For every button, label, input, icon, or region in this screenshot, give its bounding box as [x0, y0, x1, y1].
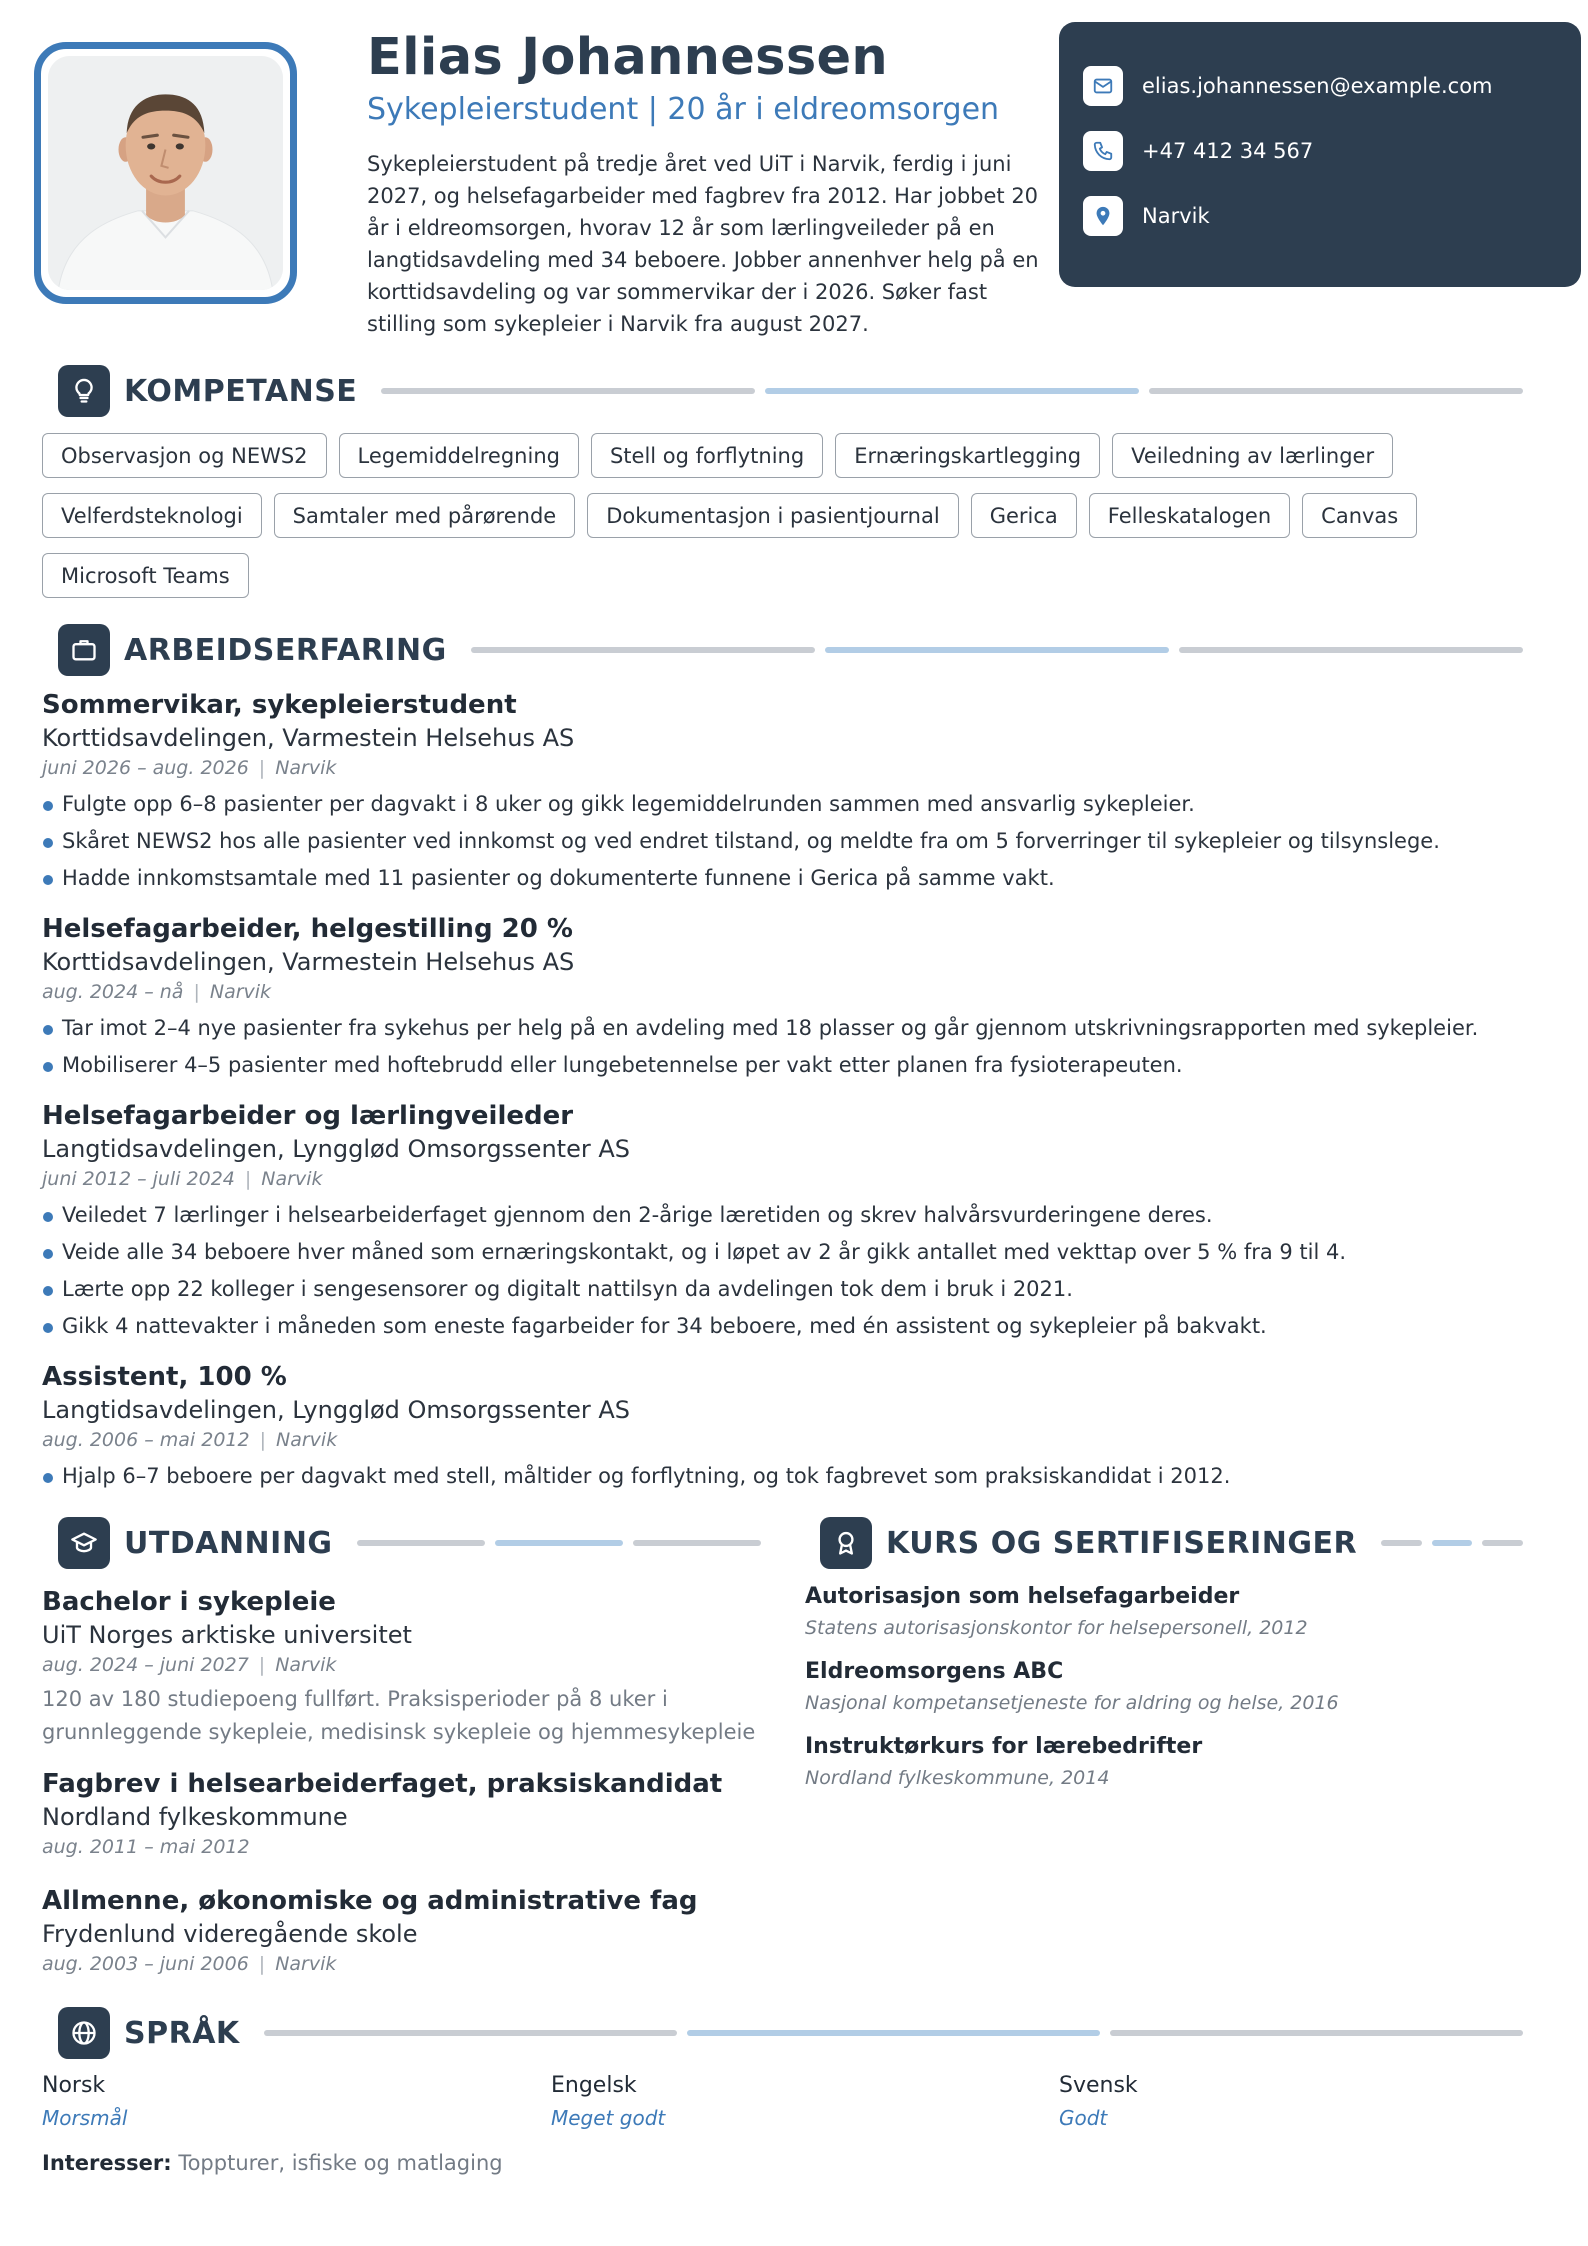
certification-title: Eldreomsorgens ABC: [805, 1659, 1064, 1684]
location-pin-icon: [1083, 196, 1123, 236]
list-item: Skåret NEWS2 hos alle pasienter ved innkomst og ved endret tilstand, og meldte fra om 5 forverringer til sykepleier og tilsynslege.: [42, 823, 1542, 860]
education-location: Narvik: [275, 1654, 337, 1676]
education-meta: aug. 2003 – juni 2006 | Narvik: [42, 1953, 337, 1975]
degree-title: Bachelor i sykepleie: [42, 1587, 336, 1617]
profile-photo: [48, 56, 283, 290]
list-item: Veide alle 34 beboere hver måned som ernæringskontakt, og i løpet av 2 år gikk antallet med vekttap over 5 % fra 9 til 4.: [42, 1234, 1542, 1271]
language-level: Godt: [1059, 2106, 1108, 2130]
job-title: Assistent, 100 %: [42, 1362, 287, 1392]
education-meta: aug. 2024 – juni 2027 | Narvik: [42, 1654, 337, 1676]
job-location: Narvik: [261, 1168, 323, 1190]
profile-summary: Sykepleierstudent på tredje året ved UiT i Narvik, ferdig i juni 2027, og helsefagarbeider med fagbrev fra 2012. Har jobbet 20 år i eldreomsorgen, hvorav 12 år som lærlingveileder på en langtidsavdeling med 34 beboere. Jobber annenhver helg på en korttidsavdeling og var sommervikar der i 2026. Søker fast stilling som sykepleier i Narvik fra august 2027.: [367, 152, 1039, 336]
section-divider: [1381, 1540, 1523, 1546]
skill-chip: Felleskatalogen: [1089, 493, 1290, 538]
list-item: Fulgte opp 6–8 pasienter per dagvakt i 8 uker og gikk legemiddelrunden sammen med ansvarlig sykepleier.: [42, 786, 1542, 823]
language-name: Svensk: [1059, 2073, 1138, 2098]
section-divider: [264, 2030, 1523, 2036]
job-entry: [42, 912, 1542, 1084]
certification-title: Autorisasjon som helsefagarbeider: [805, 1584, 1240, 1609]
job-employer: Korttidsavdelingen, Varmestein Helsehus AS: [42, 724, 575, 752]
job-title: Sommervikar, sykepleierstudent: [42, 690, 517, 720]
interests-line: [42, 2151, 503, 2175]
education-section-title: UTDANNING: [124, 1525, 333, 1561]
education-dates: aug. 2003 – juni 2006: [42, 1953, 249, 1975]
job-meta: aug. 2024 – nå | Narvik: [42, 981, 272, 1003]
certification-entry: [805, 1656, 1545, 1718]
school-name: Frydenlund videregående skole: [42, 1920, 418, 1948]
language-name: Engelsk: [551, 2073, 637, 2098]
interests-value: Toppturer, isfiske og matlaging: [178, 2151, 503, 2175]
languages-section-header: [58, 2007, 1523, 2059]
contact-phone[interactable]: +47 412 34 567: [1142, 139, 1314, 163]
contact-location-row: [1083, 196, 1581, 236]
education-dates: aug. 2011 – mai 2012: [42, 1836, 250, 1858]
job-dates: juni 2026 – aug. 2026: [42, 757, 249, 779]
languages-section-title: SPRÅK: [124, 2015, 240, 2051]
contact-location: Narvik: [1142, 204, 1210, 228]
language-entry: [551, 2070, 665, 2134]
skill-chip: Ernæringskartlegging: [835, 433, 1100, 478]
education-entry: [42, 1585, 762, 1749]
certification-entry: [805, 1731, 1545, 1793]
section-divider: [357, 1540, 761, 1546]
certification-issuer: Nasjonal kompetansetjeneste for aldring og helse, 2016: [805, 1692, 1339, 1714]
certification-issuer: Nordland fylkeskommune, 2014: [805, 1767, 1110, 1789]
briefcase-icon: [58, 624, 110, 676]
job-dates: aug. 2024 – nå: [42, 981, 184, 1003]
degree-title: Allmenne, økonomiske og administrative fag: [42, 1886, 698, 1916]
skills-list: [42, 433, 1532, 598]
skills-section-title: KOMPETANSE: [124, 373, 358, 409]
globe-icon: [58, 2007, 110, 2059]
contact-card: [1059, 22, 1581, 287]
language-entry: [1059, 2070, 1138, 2134]
experience-section-title: ARBEIDSERFARING: [124, 632, 447, 668]
certifications-section-header: [820, 1517, 1523, 1569]
interests-label: Interesser:: [42, 2151, 172, 2175]
job-entry: [42, 688, 1542, 897]
list-item: Lærte opp 22 kolleger i sengesensorer og digitalt nattilsyn da avdelingen tok dem i bruk i 2021.: [42, 1271, 1542, 1308]
certifications-section-title: KURS OG SERTIFISERINGER: [886, 1525, 1358, 1561]
list-item: Hadde innkomstsamtale med 11 pasienter og dokumenterte funnene i Gerica på samme vakt.: [42, 860, 1542, 897]
mail-icon: [1083, 66, 1123, 106]
job-dates: aug. 2006 – mai 2012: [42, 1429, 250, 1451]
language-entry: [42, 2070, 127, 2134]
school-name: UiT Norges arktiske universitet: [42, 1621, 412, 1649]
job-achievements: [42, 1458, 1542, 1495]
job-entry: [42, 1360, 1542, 1495]
list-item: Gikk 4 nattevakter i måneden som eneste fagarbeider for 34 beboere, med én assistent og sykepleier på bakvakt.: [42, 1308, 1542, 1345]
skills-section-header: [58, 365, 1523, 417]
contact-email[interactable]: elias.johannessen@example.com: [1142, 74, 1493, 98]
section-divider: [471, 647, 1523, 653]
experience-section-header: [58, 624, 1523, 676]
education-entry: [42, 1767, 762, 1861]
job-employer: Langtidsavdelingen, Lyngglød Omsorgssenter AS: [42, 1135, 630, 1163]
job-employer: Langtidsavdelingen, Lyngglød Omsorgssenter AS: [42, 1396, 630, 1424]
job-meta: juni 2012 – juli 2024 | Narvik: [42, 1168, 323, 1190]
degree-title: Fagbrev i helsearbeiderfaget, praksiskandidat: [42, 1769, 723, 1799]
job-entry: [42, 1099, 1542, 1345]
certification-issuer: Statens autorisasjonskontor for helsepersonell, 2012: [805, 1617, 1308, 1639]
section-divider: [381, 388, 1523, 394]
skill-chip: Gerica: [971, 493, 1077, 538]
contact-email-row[interactable]: [1083, 66, 1581, 106]
skill-chip: Microsoft Teams: [42, 553, 249, 598]
certification-entry: [805, 1581, 1545, 1643]
list-item: Hjalp 6–7 beboere per dagvakt med stell, måltider og forflytning, og tok fagbrevet som praksiskandidat i 2012.: [42, 1458, 1542, 1495]
contact-phone-row[interactable]: [1083, 131, 1581, 171]
language-level: Morsmål: [42, 2106, 128, 2130]
award-ribbon-icon: [820, 1517, 872, 1569]
profile-photo-frame: [34, 42, 297, 304]
education-meta: [42, 1833, 762, 1861]
job-dates: juni 2012 – juli 2024: [42, 1168, 235, 1190]
skill-chip: Stell og forflytning: [591, 433, 823, 478]
list-item: Mobiliserer 4–5 pasienter med hoftebrudd eller lungebetennelse per vakt etter planen fra fysioterapeuten.: [42, 1047, 1542, 1084]
job-employer: Korttidsavdelingen, Varmestein Helsehus AS: [42, 948, 575, 976]
phone-icon: [1083, 131, 1123, 171]
job-meta: aug. 2006 – mai 2012 | Narvik: [42, 1429, 338, 1451]
list-item: Tar imot 2–4 nye pasienter fra sykehus per helg på en avdeling med 18 plasser og går gjennom utskrivningsrapporten med sykepleier.: [42, 1010, 1542, 1047]
skill-chip: Dokumentasjon i pasientjournal: [587, 493, 958, 538]
skill-chip: Observasjon og NEWS2: [42, 433, 327, 478]
certification-title: Instruktørkurs for lærebedrifter: [805, 1734, 1203, 1759]
education-description: 120 av 180 studiepoeng fullført. Praksisperioder på 8 uker i grunnleggende sykepleie, medisinsk sykepleie og hjemmesykepleie: [42, 1687, 756, 1744]
job-location: Narvik: [276, 1429, 338, 1451]
lightbulb-icon: [58, 365, 110, 417]
list-item: Veiledet 7 lærlinger i helsearbeiderfaget gjennom den 2-årige læretiden og skrev halvårsvurderingene deres.: [42, 1197, 1542, 1234]
skill-chip: Samtaler med pårørende: [274, 493, 576, 538]
job-location: Narvik: [209, 981, 272, 1003]
skill-chip: Velferdsteknologi: [42, 493, 262, 538]
language-name: Norsk: [42, 2073, 106, 2098]
education-entry: [42, 1884, 762, 1978]
candidate-headline: Sykepleierstudent | 20 år i eldreomsorgen: [367, 92, 1000, 127]
skill-chip: Canvas: [1302, 493, 1417, 538]
job-achievements: [42, 1197, 1542, 1345]
job-meta: juni 2026 – aug. 2026 | Narvik: [42, 757, 337, 779]
school-name: Nordland fylkeskommune: [42, 1803, 348, 1831]
job-title: Helsefagarbeider og lærlingveileder: [42, 1101, 574, 1131]
education-dates: aug. 2024 – juni 2027: [42, 1654, 249, 1676]
skill-chip: Veiledning av lærlinger: [1112, 433, 1393, 478]
skill-chip: Legemiddelregning: [339, 433, 579, 478]
job-achievements: [42, 1010, 1542, 1084]
language-level: Meget godt: [551, 2106, 666, 2130]
education-location: Narvik: [275, 1953, 337, 1975]
education-section-header: [58, 1517, 761, 1569]
job-title: Helsefagarbeider, helgestilling 20 %: [42, 914, 573, 944]
candidate-name: Elias Johannessen: [367, 28, 888, 87]
job-location: Narvik: [275, 757, 337, 779]
graduation-cap-icon: [58, 1517, 110, 1569]
job-achievements: [42, 786, 1542, 897]
